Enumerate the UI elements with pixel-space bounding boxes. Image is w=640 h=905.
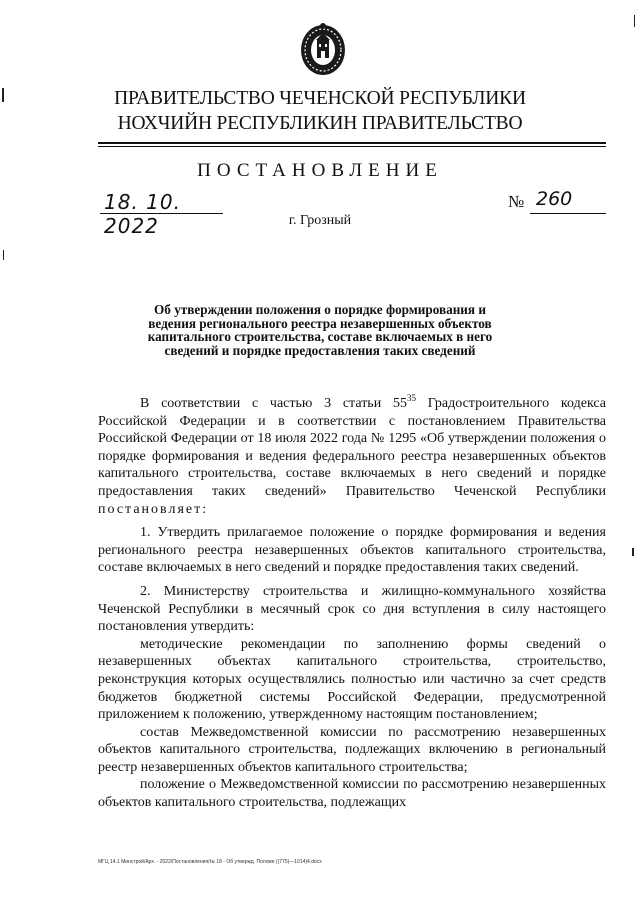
preamble-text-1: В соответствии с частью 3 статьи 55 <box>140 396 407 411</box>
document-body <box>98 390 606 812</box>
number-sign: № <box>508 192 525 211</box>
resolves-word: постановляет: <box>98 501 209 517</box>
paragraph-preamble <box>98 390 606 518</box>
paragraph-subitem-methods: методические рекомендации по заполнению формы сведений о незавершенных объектах капитального строительства, строительство, реконструкция которых осуществлялись полностью или частично за счет средств бюджетов бюджетной системы Российской Федерации, предусмотренной приложением к положению, утвержденному настоящим постановлением; <box>98 636 606 723</box>
header-divider-thin <box>98 146 606 147</box>
document-type: ПОСТАНОВЛЕНИЕ <box>197 160 443 181</box>
document-date: 18. 10. 2022 <box>104 190 181 238</box>
paragraph-item-1: 1. Утвердить прилагаемое положение о порядке формирования и ведения регионального реестра незавершенных объектов капитального строительства, составе включаемых в него сведений и порядке предоставления таких сведений. <box>98 525 606 576</box>
document-title: Об утверждении положения о порядке формирования и ведения регионального реестра незавершенных объектов капитального строительства, составе включаемых в него сведений и порядке предоставления таких сведений <box>147 302 493 358</box>
header-divider <box>98 142 606 144</box>
document-city: г. Грозный <box>288 213 352 228</box>
scan-mark <box>632 548 634 556</box>
coat-of-arms-icon <box>298 20 348 78</box>
scan-mark <box>3 250 4 260</box>
paragraph-subitem-composition: состав Межведомственной комиссии по рассмотрению незавершенных объектов капитального строительства, подлежащих включению в региональный реестр незавершенных объектов капитального строительства; <box>98 724 606 775</box>
scan-mark <box>634 15 635 27</box>
scan-mark <box>2 88 4 102</box>
paragraph-subitem-regulation: положение о Межведомственной комиссии по рассмотрению незавершенных объектов капитального строительства, подлежащих <box>98 777 606 811</box>
government-name-chechen: НОХЧИЙН РЕСПУБЛИКИН ПРАВИТЕЛЬСТВО <box>117 113 523 134</box>
paragraph-item-2: 2. Министерству строительства и жилищно-коммунального хозяйства Чеченской Республики в месячный срок со дня вступления в силу настоящего постановления утвердить: <box>98 583 606 635</box>
document-number: 260 <box>536 188 573 210</box>
article-superscript: 35 <box>406 393 416 403</box>
government-name-russian: ПРАВИТЕЛЬСТВО ЧЕЧЕНСКОЙ РЕСПУБЛИКИ <box>114 88 526 109</box>
file-path-footer: МГЦ 14.1 Минстрой/Арх. - 2022/Постановления/№ 18 - Об утвержд. Положе ((775)—1014)4.docx <box>98 859 322 865</box>
preamble-text-2: Градостроительного кодекса Российской Федерации и в соответствии с постановлением Правительства Российской Федерации от 18 июля 2022 года № 1295 «Об утверждении положения о порядке формирования и ведения федерального реестра незавершенных объектов капитального строительства, составе включаемых в него сведений и порядке предоставления таких сведений» Правительство Чеченской Республики <box>98 396 606 499</box>
